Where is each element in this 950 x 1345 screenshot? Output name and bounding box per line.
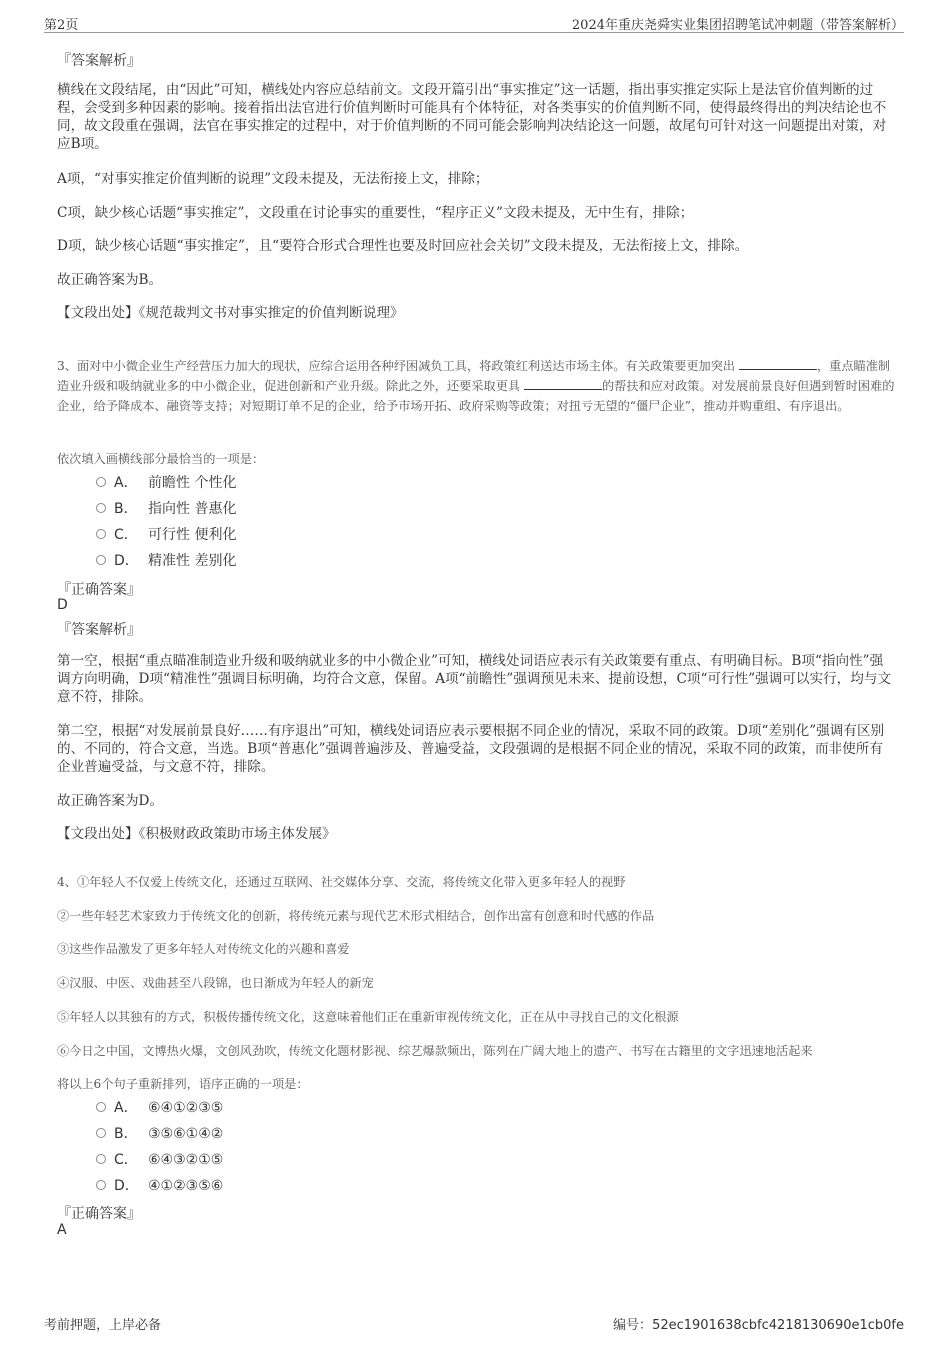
answer-blank (524, 377, 602, 390)
question-4-sentence-5: ⑤年轻人以其独有的方式，积极传播传统文化，这意味着他们正在重新审视传统文化，正在从中寻找自己的文化根源 (57, 1010, 679, 1025)
question-4-sentence-1: 4、①年轻人不仅爱上传统文化，还通过互联网、社交媒体分享、交流，将传统文化带入更多年轻人的视野 (57, 875, 626, 890)
passage-source: 【文段出处】《规范裁判文书对事实推定的价值判断说理》 (57, 305, 404, 321)
question-4-sentence-6: ⑥今日之中国，文博热火爆，文创风劲吹，传统文化题材影视、综艺爆款频出，陈列在广阔大地上的遗产、书写在古籍里的文字迅速地活起来 (57, 1044, 813, 1059)
option-d[interactable]: D． ④①②③⑤⑥ (96, 1175, 223, 1195)
analysis-option-a: A项，“对事实推定价值判断的说理”文段未提及，无法衔接上文，排除； (57, 171, 489, 187)
analysis-paragraph-2: 第二空，根据“对发展前景良好……有序退出”可知，横线处词语应表示要根据不同企业的情况，采取不同的政策。D项“差别化”强调有区别的、不同的，符合文意，当选。B项“普惠化”强调普遍涉及、普遍受益，文段强调的是根据不同企业的情况，采取不同的政策，而非使所有企业普遍受益，与文意不符，排除。 (57, 723, 885, 775)
option-a[interactable]: A． 前瞻性 个性化 (96, 472, 236, 492)
analysis-conclusion: 故正确答案为D。 (57, 793, 164, 809)
radio-icon[interactable] (96, 555, 106, 565)
page-number: 第2页 (44, 18, 79, 33)
question-4-sentence-2: ②一些年轻艺术家致力于传统文化的创新，将传统元素与现代艺术形式相结合，创作出富有创意和时代感的作品 (57, 909, 655, 924)
option-c[interactable]: C． ⑥④③②①⑤ (96, 1149, 223, 1169)
radio-icon[interactable] (96, 1180, 106, 1190)
passage-source: 【文段出处】《积极财政政策助市场主体发展》 (57, 826, 336, 842)
analysis-conclusion: 故正确答案为B。 (57, 272, 163, 288)
answer-blank (739, 357, 817, 370)
radio-icon[interactable] (96, 1102, 106, 1112)
radio-icon[interactable] (96, 529, 106, 539)
answer-tag: 『正确答案』 (57, 582, 141, 598)
correct-answer: D (57, 597, 68, 613)
footer-slogan: 考前押题，上岸必备 (44, 1318, 162, 1333)
correct-answer: A (57, 1222, 67, 1238)
question-3-prompt: 依次填入画横线部分最恰当的一项是： (57, 452, 265, 467)
radio-icon[interactable] (96, 1154, 106, 1164)
analysis-tag: 『答案解析』 (57, 53, 141, 69)
document-title: 2024年重庆尧舜实业集团招聘笔试冲刺题（带答案解析） (571, 18, 904, 33)
analysis-tag: 『答案解析』 (57, 622, 141, 638)
option-d[interactable]: D． 精准性 差别化 (96, 550, 236, 570)
radio-icon[interactable] (96, 477, 106, 487)
answer-tag: 『正确答案』 (57, 1206, 141, 1222)
analysis-option-c: C项，缺少核心话题“事实推定”，文段重在讨论事实的重要性，“程序正义”文段未提及，无中生有，排除； (57, 205, 694, 221)
analysis-paragraph: 横线在文段结尾，由“因此”可知，横线处内容应总结前文。文段开篇引出“事实推定”这一话题，指出事实推定实际上是法官价值判断的过程，会受到多种因素的影响。接着指出法官进行价值判断时可能具有个体特征，对各类事实的价值判断不同，使得最终得出的判决结论也不同，故文段重在强调，法官在事实推定的过程中，对于价值判断的不同可能会影响判决结论这一问题，故尾句可针对这一问题提出对策，对应B项。 (57, 82, 887, 152)
option-a[interactable]: A． ⑥④①②③⑤ (96, 1097, 223, 1117)
question-4-sentence-3: ③这些作品激发了更多年轻人对传统文化的兴趣和喜爱 (57, 942, 350, 957)
question-4-prompt: 将以上6个句子重新排列，语序正确的一项是： (57, 1077, 309, 1092)
option-c[interactable]: C． 可行性 便利化 (96, 524, 236, 544)
document-code: 编号：52ec1901638cbfc4218130690e1cb0fe (613, 1318, 904, 1333)
option-b[interactable]: B． ③⑤⑥①④② (96, 1123, 223, 1143)
analysis-option-d: D项，缺少核心话题“事实推定”，且“要符合形式合理性也要及时回应社会关切”文段未提及，无法衔接上文，排除。 (57, 238, 749, 254)
question-3-stem: 3、面对中小微企业生产经营压力加大的现状，应综合运用各种纾困减负工具，将政策红利送达市场主体。有关政策要更加突出 ，重点瞄准制造业升级和吸纳就业多的中小微企业，促进创新和产业升级。除此之外，还要采取更具 的帮扶和应对政策。对发展前景良好但遇到暂时困难的企业，给予降成本、融资等支持；对短期订单不足的企业，给予市场开拓、政府采购等政策；对扭亏无望的“僵尸企业”，推动并购重组、有序退出。 (57, 359, 895, 414)
radio-icon[interactable] (96, 503, 106, 513)
option-b[interactable]: B． 指向性 普惠化 (96, 498, 236, 518)
page-footer (44, 1312, 904, 1332)
analysis-paragraph-1: 第一空，根据“重点瞄准制造业升级和吸纳就业多的中小微企业”可知，横线处词语应表示有关政策要有重点、有明确目标。B项“指向性”强调方向明确，D项“精准性”强调目标明确，均符合文意，保留。A项“前瞻性”强调预见未来、提前设想，C项“可行性”强调可以实行，均与文意不符，排除。 (57, 653, 892, 705)
question-4-sentence-4: ④汉服、中医、戏曲甚至八段锦，也日渐成为年轻人的新宠 (57, 976, 374, 991)
page-header (44, 12, 904, 33)
radio-icon[interactable] (96, 1128, 106, 1138)
